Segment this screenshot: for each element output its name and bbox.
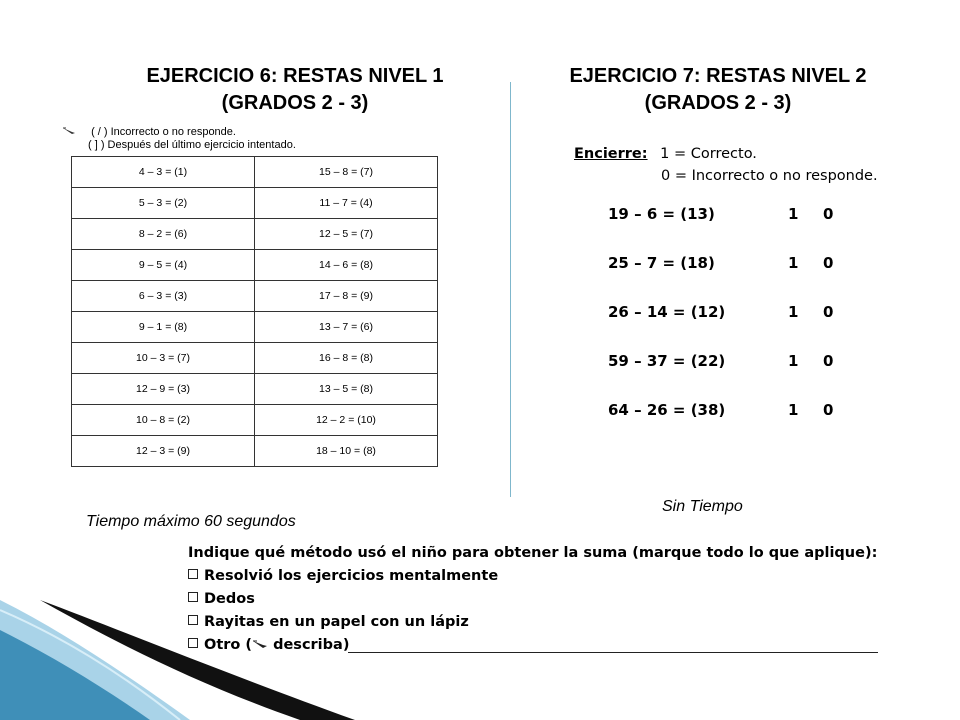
ex6-table-row	[72, 405, 438, 436]
ex6-note1-row	[62, 126, 362, 139]
ex6-table-row	[72, 312, 438, 343]
encierre-opt1: 1 = Correcto.	[660, 146, 757, 162]
ex6-table-row	[72, 157, 438, 188]
ex6-table-cell: 18 – 10 = (8)	[255, 436, 438, 467]
ex6-time-note: Tiempo máximo 60 segundos	[86, 513, 296, 530]
ex6-table-cell: 15 – 8 = (7)	[255, 157, 438, 188]
ex6-title	[110, 63, 480, 117]
ex6-title-line1: EJERCICIO 6: RESTAS NIVEL 1	[146, 65, 444, 87]
ex6-table-cell: 14 – 6 = (8)	[255, 250, 438, 281]
ex6-title-line2: (GRADOS 2 - 3)	[221, 92, 369, 114]
ex6-table-cell: 17 – 8 = (9)	[255, 281, 438, 312]
checkbox-1[interactable]	[188, 569, 198, 579]
ex6-table-row	[72, 188, 438, 219]
method-option-other: Otro ( describa)	[188, 634, 908, 657]
ex7-problem-text: 19 – 6 = (13)	[608, 205, 715, 223]
ex6-table-cell: 10 – 8 = (2)	[72, 405, 255, 436]
ex6-table-cell: 10 – 3 = (7)	[72, 343, 255, 374]
ex7-option-correct[interactable]: 1	[788, 303, 799, 321]
ex7-option-correct[interactable]: 1	[788, 401, 799, 419]
ex7-instructions	[574, 146, 914, 184]
other-description-line[interactable]	[348, 651, 878, 653]
ex6-table-cell: 13 – 5 = (8)	[255, 374, 438, 405]
ex7-problem-text: 26 – 14 = (12)	[608, 303, 726, 321]
ex6-note1: ( / ) Incorrecto o no responde.	[91, 126, 236, 138]
method-option: Rayitas en un papel con un lápiz	[188, 611, 908, 634]
ex6-table-row	[72, 219, 438, 250]
ex6-table-cell: 9 – 5 = (4)	[72, 250, 255, 281]
ex6-table-cell: 13 – 7 = (6)	[255, 312, 438, 343]
ex7-option-incorrect[interactable]: 0	[823, 205, 834, 223]
ex6-table-row	[72, 374, 438, 405]
ex7-option-correct[interactable]: 1	[788, 352, 799, 370]
column-divider	[510, 82, 511, 497]
ex6-table-row	[72, 343, 438, 374]
ex6-table-cell: 8 – 2 = (6)	[72, 219, 255, 250]
ex7-option-incorrect[interactable]: 0	[823, 352, 834, 370]
ex7-title	[528, 63, 908, 117]
ex7-problem-row	[608, 205, 888, 227]
ex6-table-cell: 12 – 5 = (7)	[255, 219, 438, 250]
ex6-table-cell: 4 – 3 = (1)	[72, 157, 255, 188]
ex7-problem-list	[608, 205, 888, 435]
ex7-problem-row	[608, 254, 888, 276]
ex6-table-cell: 12 – 9 = (3)	[72, 374, 255, 405]
ex6-note2: ( ] ) Después del último ejercicio intentado.	[88, 139, 296, 151]
ex7-problem-text: 59 – 37 = (22)	[608, 352, 726, 370]
decorative-swoosh	[0, 590, 360, 720]
ex7-problem-row	[608, 401, 888, 423]
encierre-label: Encierre:	[574, 146, 648, 162]
ex6-table-row	[72, 281, 438, 312]
ex7-option-correct[interactable]: 1	[788, 205, 799, 223]
ex6-table-cell: 11 – 7 = (4)	[255, 188, 438, 219]
ex7-option-incorrect[interactable]: 0	[823, 401, 834, 419]
ex7-option-incorrect[interactable]: 0	[823, 254, 834, 272]
ex7-title-line2: (GRADOS 2 - 3)	[644, 92, 792, 114]
pencil-icon	[62, 126, 80, 139]
ex6-table-cell: 9 – 1 = (8)	[72, 312, 255, 343]
ex6-table-cell: 12 – 3 = (9)	[72, 436, 255, 467]
ex7-title-line1: EJERCICIO 7: RESTAS NIVEL 2	[569, 65, 867, 87]
method-question: Indique qué método usó el niño para obtener la suma (marque todo lo que aplique):	[188, 545, 878, 561]
ex7-option-incorrect[interactable]: 0	[823, 303, 834, 321]
method-option: Resolvió los ejercicios mentalmente	[188, 565, 908, 588]
ex6-table-cell: 12 – 2 = (10)	[255, 405, 438, 436]
ex7-option-correct[interactable]: 1	[788, 254, 799, 272]
ex6-instructions	[62, 126, 362, 152]
method-option: Dedos	[188, 588, 908, 611]
ex7-problem-row	[608, 352, 888, 374]
ex7-problem-text: 25 – 7 = (18)	[608, 254, 715, 272]
ex7-problem-row	[608, 303, 888, 325]
ex6-table-row	[72, 436, 438, 467]
ex6-table	[71, 156, 438, 467]
ex7-instruction-row1	[574, 146, 914, 168]
ex6-table-cell: 6 – 3 = (3)	[72, 281, 255, 312]
encierre-opt2: 0 = Incorrecto o no responde.	[661, 168, 878, 184]
ex7-time-note: Sin Tiempo	[662, 498, 743, 515]
ex7-problem-text: 64 – 26 = (38)	[608, 401, 726, 419]
ex6-table-cell: 5 – 3 = (2)	[72, 188, 255, 219]
ex6-table-cell: 16 – 8 = (8)	[255, 343, 438, 374]
ex6-table-row	[72, 250, 438, 281]
